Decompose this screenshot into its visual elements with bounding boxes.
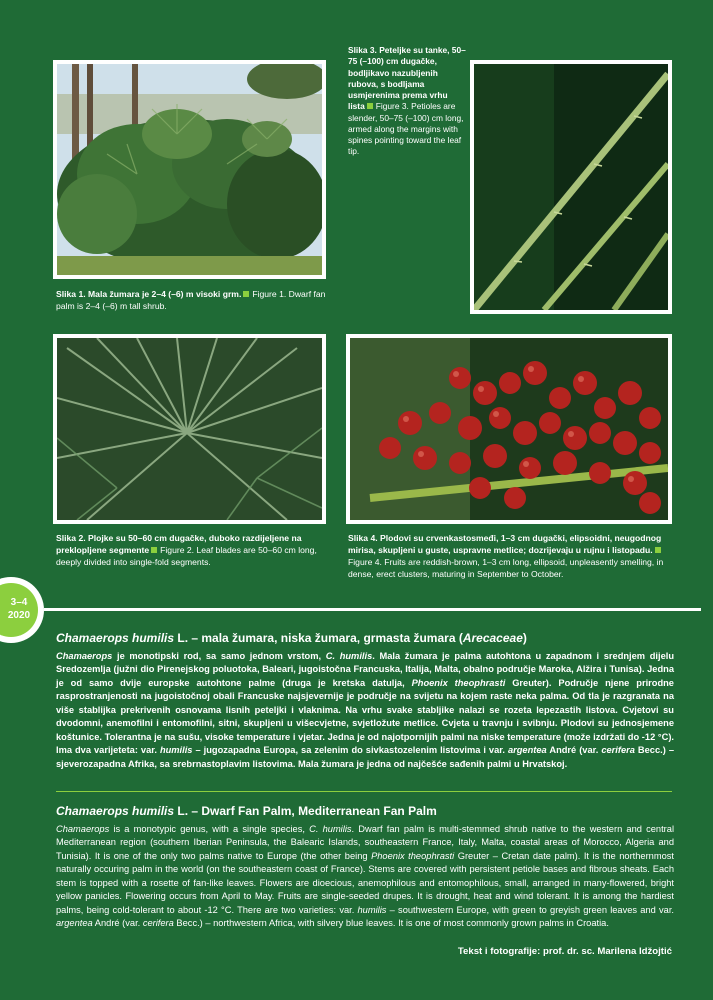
- species-name: Chamaerops humilis: [56, 631, 175, 645]
- body-text: je monotipski rod, sa samo jednom vrstom,: [112, 651, 326, 661]
- body-text: – jugozapadna Europa, sa zelenim do sivkastozelenim listovima i var.: [192, 745, 508, 756]
- issue-number: 3–4: [10, 597, 28, 608]
- photo-credit: Tekst i fotografije: prof. dr. sc. Marilena Idžojtić: [457, 946, 672, 957]
- caption-figure-4-en: Figure 4. Fruits are reddish-brown, 1–3 cm long, ellipsoid, unpleasently smelling, in dense, erect clusters, maturing in September to October.: [348, 556, 664, 579]
- caption-figure-4-hr: Slika 4. Plodovi su crvenkastosmeđi, 1–3 cm dugački, elipsoidni, neugodnog mirisa, skupljeni u guste, uspravne metlice; dozrijevaju u rujnu i listopadu.: [348, 533, 662, 555]
- croatian-body: [56, 650, 674, 771]
- species-name: Chamaerops humilis: [56, 804, 175, 818]
- body-text: Becc.) – northwestern Africa, with silvery blue leaves. It is one of most commonly grown palms in Croatia.: [173, 918, 609, 929]
- section-rule: [44, 608, 701, 611]
- photo-petioles: [470, 60, 672, 314]
- family-name: Arecaceae: [462, 631, 523, 645]
- body-italic: argentea: [507, 745, 547, 756]
- issue-year: 2020: [7, 609, 31, 621]
- photo-fruits: [346, 334, 672, 524]
- body-italic: Phoenix theophrasti: [371, 850, 455, 861]
- green-square-icon: [243, 291, 249, 297]
- green-square-icon: [151, 547, 157, 553]
- english-section: [56, 804, 674, 931]
- body-text: – southwestern Europe, with green to greyish green leaves and var.: [386, 904, 674, 915]
- body-text: Becc.) – sjeverozapadna Afrika, sa srebrnastoplavim listovima. Mala žumara je jedna od najčešće sađenih palmi u Hrvatskoj.: [56, 745, 674, 769]
- title-text: L. – Dwarf Fan Palm, Mediterranean Fan Palm: [174, 804, 437, 818]
- photo-leaf-blades: [53, 334, 326, 524]
- body-text: Greuter – Cretan date palm). It is the northernmost naturally occuring palm in the world (on the southeastern coast of France). Stems are covered with persistent petiole bases and fibrous sheats. Each stem is topped with a rosette of fan-like leaves. Flowers are dioecious, anemophilous and entomophilous, small, arranged in many-flowered, bright yellow panicles. Flowering occurs from April to May. Fruits are single-seeded drupes. It is drought, heat and wind tolerant. It is among the hardiest palms, being cold-tolerant to about -12 °C. There are two varieties: var.: [56, 850, 674, 915]
- caption-figure-3-hr: Slika 3. Peteljke su tanke, 50–75 (–100) cm dugačke, bodljikavo nazubljenih rubova, s bodljama usmjerenima prema vrhu lista: [348, 45, 466, 112]
- body-text: Greuter). Područje njene prirodne rasprostranjenosti na jugoistočnoj obali Francuske najsjevernije je područje na svijetu na kojem raste neka palma. Od tla je razgranata na više stablijka prekrivenih osnovama lisnih peteljki i vlaknima. Na vrhu svake stabljike nalazi se rozeta lepezastih listova. Cvjetovi su dvodomni, anemofilni i entomofilni, sitni, skupljeni u višecvjetne, svjetložute metlice. Cvjeta u travnju i svibnju. Plodovi su jednosjemene koštunice. Tolerantna je na sušu, visoke temperature i vjetar. Jedna je od najotpornijih palmi na niske temperature (može izdržati do -12 °C). Ima dva varijeteta: var.: [56, 677, 674, 756]
- croatian-section-title: [56, 631, 674, 646]
- body-italic: cerifera: [142, 918, 174, 929]
- title-end: ): [522, 631, 527, 645]
- body-italic: C. humilis: [309, 824, 352, 834]
- caption-figure-2-en: Figure 2. Leaf blades are 50–60 cm long, deeply divided into single-fold segments.: [56, 544, 317, 567]
- body-text: . Mala žumara je palma autohtona u zapadnom i srednjem dijelu Sredozemlja (južni dio Pirenejskog poluotoka, Baleari, jugoistočna Francuska, Italija, Malta, obalno područje Maroka, Alžira i Tunisa). Jedna je od samo dvije europske autohtone palme (druga je kretska datulja,: [56, 651, 675, 688]
- caption-figure-3: [348, 45, 466, 158]
- body-italic: Phoenix theophrasti: [411, 677, 506, 688]
- caption-figure-1-en: Figure 1. Dwarf fan palm is 2–4 (–6) m tall shrub.: [56, 289, 326, 311]
- body-text: André (var.: [92, 918, 143, 929]
- body-text: André (var.: [546, 745, 602, 756]
- english-section-title: [56, 804, 674, 819]
- photo-dwarf-palm-shrub: [53, 60, 326, 279]
- body-italic: humilis: [357, 904, 387, 915]
- caption-figure-1-hr: Slika 1. Mala žumara je 2–4 (–6) m visoki grm.: [56, 289, 242, 299]
- body-italic: C. humilis: [325, 651, 373, 661]
- caption-figure-2-hr: Slika 2. Plojke su 50–60 cm dugačke, duboko razdijeljene na preklopljene segmente: [56, 533, 302, 555]
- caption-figure-3-en: Figure 3. Petioles are slender, 50–75 (–100) cm long, armed along the margins with spines pointing toward the leaf tip.: [348, 101, 464, 157]
- caption-figure-1: [56, 289, 326, 313]
- green-square-icon: [367, 103, 373, 109]
- body-italic: humilis: [159, 745, 193, 756]
- section-divider: [56, 791, 672, 792]
- croatian-section: [56, 631, 674, 771]
- body-italic: cerifera: [601, 745, 635, 756]
- body-text: is a monotypic genus, with a single species,: [109, 824, 310, 834]
- green-square-icon: [655, 547, 661, 553]
- title-text: L. – mala žumara, niska žumara, grmasta žumara (: [174, 631, 463, 645]
- body-italic: Chamaerops: [56, 824, 110, 834]
- body-text: . Dwarf fan palm is multi-stemmed shrub native to the western and central Mediterranean region (southern Iberian Peninsula, the Balearic Islands, southeastern France, Italy, Malta, coastal areas of Morocco, Algeria and Tunisia). It is one of the only two palms native to Europe (the other being: [56, 824, 675, 861]
- caption-figure-2: [56, 533, 331, 569]
- caption-figure-4: [348, 533, 670, 580]
- english-body: [56, 823, 674, 931]
- body-italic: Chamaerops: [56, 651, 113, 661]
- body-italic: argentea: [56, 918, 93, 929]
